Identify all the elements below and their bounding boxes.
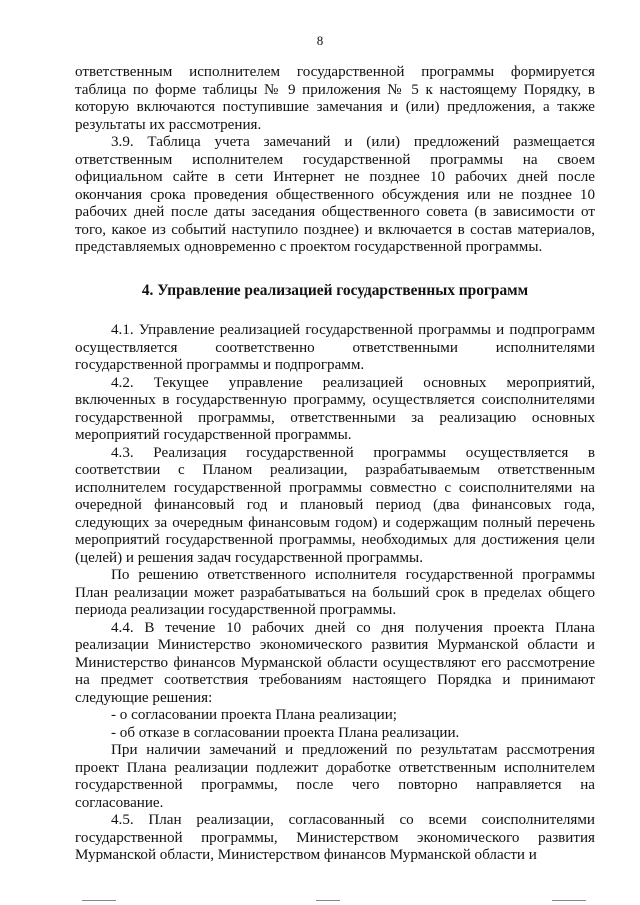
paragraph-remarks: При наличии замечаний и предложений по результатам рассмотрения проект Плана реализации подлежит доработке ответственным исполнителем государственной программы, после чего повторно направляется на согласование. (75, 742, 595, 811)
scan-edge-mark (552, 900, 586, 901)
scan-edge-mark (316, 900, 340, 901)
list-item: - об отказе в согласовании проекта Плана реализации. (111, 724, 460, 741)
page-number: 8 (316, 33, 324, 48)
paragraph-4-1: 4.1. Управление реализацией государственной программы и подпрограмм осуществляется соответственно ответственными исполнителями государственной программы и подпрограмм. (75, 322, 595, 373)
document-body (75, 64, 595, 865)
paragraph-4-5: 4.5. План реализации, согласованный со всеми соисполнителями государственной программы, Министерством экономического развития Мурманской области, Министерством финансов Мурманской области и (75, 812, 595, 863)
paragraph-4-2: 4.2. Текущее управление реализацией основных мероприятий, включенных в государственную программу, осуществляется соисполнителями государственной программы, ответственными за реализацию основных мероприятий государственной программы. (75, 374, 595, 443)
paragraph-4-4: 4.4. В течение 10 рабочих дней со дня получения проекта Плана реализации Министерство экономического развития Мурманской области и Министерство финансов Мурманской области осуществляют его рассмотрение на предмет соответствия требованиям настоящего Порядка и принимают следующие решения: (75, 619, 595, 706)
list-item: - о согласовании проекта Плана реализации; (111, 707, 397, 723)
paragraph-3-9: 3.9. Таблица учета замечаний и (или) предложений размещается ответственным исполнителем государственной программы на своем официальном сайте в сети Интернет не позднее 10 рабочих дней после окончания срока проведения общественного обсуждения или не позднее 10 рабочих дней после даты заседания общественного совета (в зависимости от того, какое из событий наступило позднее) и включается в состав материалов, представляемых одновременно с проектом государственной программы. (75, 134, 595, 255)
paragraph-4-3: 4.3. Реализация государственной программы осуществляется в соответствии с Планом реализации, разрабатываемым ответственным исполнителем государственной программы совместно с соисполнителями на очередной финансовый год и плановый период (два финансовых года, следующих за очередным финансовым годом) и содержащим полный перечень мероприятий государственной программы, необходимых для достижения цели (целей) и решения задач государственной программы. (75, 444, 595, 566)
paragraph-continuation: ответственным исполнителем государственной программы формируется таблица по форме таблицы № 9 приложения № 5 к настоящему Порядку, в которую включаются поступившие замечания и (или) предложения, а также результаты их рассмотрения. (75, 64, 595, 133)
section-heading: 4. Управление реализацией государственных программ (141, 281, 529, 299)
paragraph-plan-term: По решению ответственного исполнителя государственной программы План реализации может разрабатываться на больший срок в пределах общего периода реализации государственной программы. (75, 567, 595, 618)
scan-edge-mark (82, 900, 116, 901)
